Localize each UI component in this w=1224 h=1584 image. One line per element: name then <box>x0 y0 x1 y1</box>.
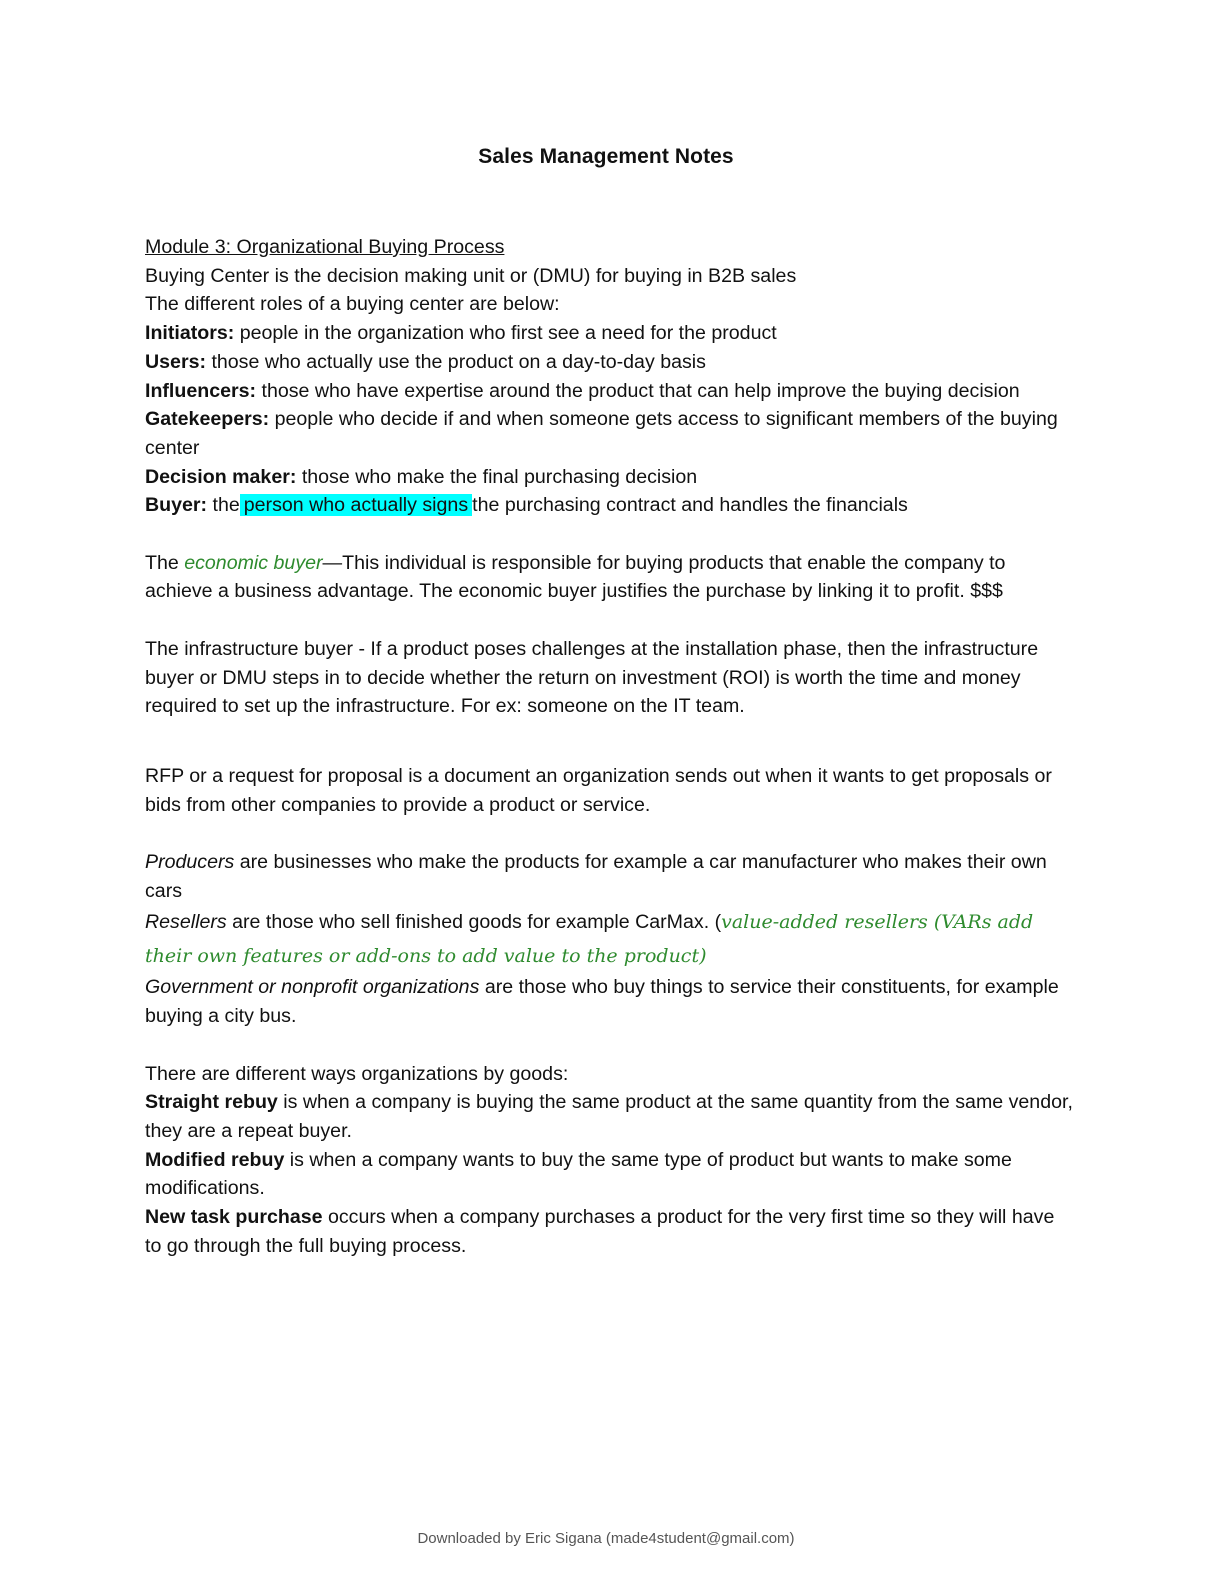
economic-buyer-text: —This individual is responsible for buying products that enable the company to achieve a business advantage. The economic buyer justifies the purchase by linking it to profit. $$$ <box>145 551 1006 603</box>
way-text: is when a company wants to buy the same type of product but wants to make some modifications. <box>145 1148 1012 1200</box>
role-text-post: the purchasing contract and handles the financials <box>472 494 908 517</box>
role-text: those who actually use the product on a day-to-day basis <box>206 350 706 373</box>
economic-buyer-term: economic buyer <box>184 551 323 574</box>
way-new-task-purchase <box>145 1203 1075 1260</box>
role-term: Influencers: <box>145 379 257 402</box>
document-body <box>145 233 1075 1260</box>
way-text: occurs when a company purchases a product for the very first time so they will have to go through the full buying process. <box>145 1206 1055 1257</box>
role-gatekeepers <box>145 405 1075 462</box>
government-text: are those who buy things to service their constituents, for example buying a city bus. <box>145 976 1059 1028</box>
resellers-note: value-added resellers (VARs add their own features or add-ons to add value to the product) <box>145 911 1034 968</box>
way-modified-rebuy <box>145 1146 1075 1203</box>
download-footer: Downloaded by Eric Sigana (made4student@gmail.com) <box>417 1530 795 1547</box>
resellers-term: Resellers <box>145 911 227 934</box>
way-term: Modified rebuy <box>145 1148 285 1171</box>
infrastructure-buyer-paragraph: The infrastructure buyer - If a product poses challenges at the installation phase, then the infrastructure buyer or DMU steps in to decide whether the return on investment (ROI) is worth the time and money required to set up the infrastructure. For ex: someone on the IT team. <box>145 637 1039 718</box>
resellers-paragraph <box>145 905 1075 973</box>
way-term: Straight rebuy <box>145 1091 278 1114</box>
spacer <box>145 520 1075 549</box>
spacer <box>145 819 1075 848</box>
government-term: Government or nonprofit organizations <box>145 976 480 999</box>
way-term: New task purchase <box>145 1206 323 1229</box>
producers-text: are businesses who make the products for example a car manufacturer who makes their own cars <box>145 851 1047 902</box>
role-term: Initiators: <box>145 322 235 345</box>
role-text: those who make the final purchasing decision <box>296 465 698 488</box>
government-paragraph <box>145 973 1075 1030</box>
highlighted-text: person who actually signs <box>240 494 472 516</box>
resellers-text: are those who sell finished goods for example CarMax. ( <box>226 911 722 934</box>
rfp-paragraph: RFP or a request for proposal is a document an organization sends out when it wants to get proposals or bids from other companies to provide a product or service. <box>145 764 1052 816</box>
spacer <box>145 721 1075 762</box>
role-influencers <box>145 377 1075 406</box>
producers-paragraph <box>145 848 1075 905</box>
module-heading: Module 3: Organizational Buying Process <box>145 236 505 258</box>
role-term: Gatekeepers: <box>145 408 270 431</box>
page-title: Sales Management Notes <box>478 145 734 168</box>
economic-buyer-paragraph <box>145 549 1075 606</box>
spacer <box>145 606 1075 635</box>
role-term: Buyer: <box>145 494 208 517</box>
spacer <box>145 1031 1075 1060</box>
role-users <box>145 348 1075 377</box>
ways-intro: There are different ways organizations by goods: <box>145 1062 569 1085</box>
role-decision-maker <box>145 463 1075 492</box>
way-straight-rebuy <box>145 1088 1075 1145</box>
role-text: those who have expertise around the product that can help improve the buying decision <box>256 379 1020 402</box>
role-term: Decision maker: <box>145 465 297 488</box>
intro-line-2: The different roles of a buying center are below: <box>145 293 560 316</box>
role-text-pre: the <box>207 494 240 517</box>
role-buyer <box>145 491 1075 520</box>
way-text: is when a company is buying the same product at the same quantity from the same vendor, they are a repeat buyer. <box>145 1091 1073 1142</box>
economic-buyer-pre: The <box>145 551 185 574</box>
producers-term: Producers <box>145 851 235 874</box>
role-initiators <box>145 319 1075 348</box>
role-term: Users: <box>145 350 206 373</box>
role-text: people who decide if and when someone gets access to significant members of the buying center <box>145 408 1058 459</box>
intro-line-1: Buying Center is the decision making unit or (DMU) for buying in B2B sales <box>145 264 797 287</box>
role-text: people in the organization who first see a need for the product <box>234 322 777 345</box>
